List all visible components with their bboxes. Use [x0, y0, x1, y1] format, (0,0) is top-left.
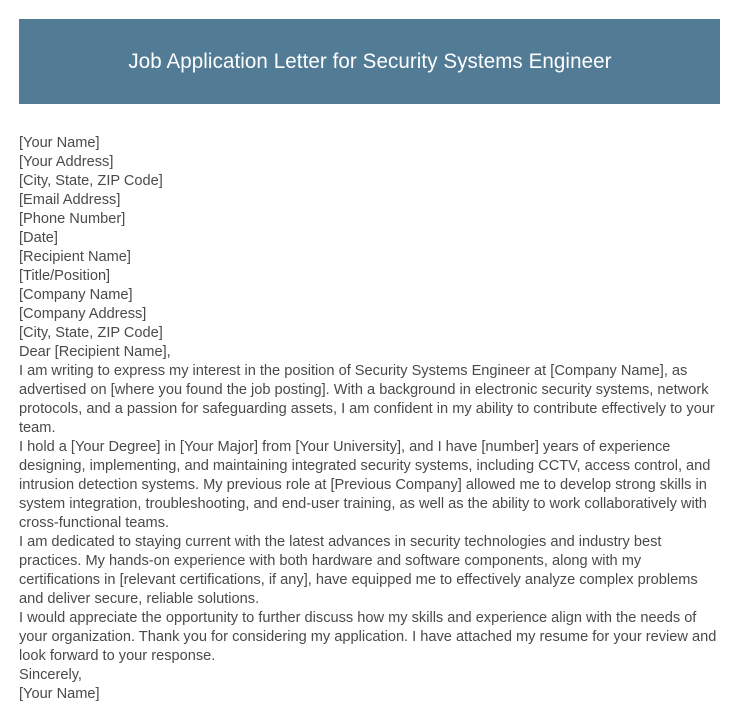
sender-phone-line: [Phone Number]	[19, 211, 126, 227]
recipient-name-line: [Recipient Name]	[19, 249, 131, 265]
letter-signature: [Your Name]	[19, 686, 100, 702]
recipient-company-address-line: [Company Address]	[19, 306, 147, 322]
sender-email-line: [Email Address]	[19, 192, 121, 208]
recipient-title-line: [Title/Position]	[19, 268, 111, 284]
sender-city-state-zip-line: [City, State, ZIP Code]	[19, 173, 163, 189]
recipient-address-block	[19, 248, 720, 343]
sender-address-block	[19, 134, 720, 229]
letter-paragraph-4: I would appreciate the opportunity to further discuss how my skills and experience align with the needs of your organization. Thank you for considering my application. I have attached my resume for your review and look forward to your response.	[19, 610, 717, 664]
letter-date-line: [Date]	[19, 230, 58, 246]
recipient-company-line: [Company Name]	[19, 287, 133, 303]
letter-closing: Sincerely,	[19, 667, 82, 683]
letter-header-banner	[19, 19, 720, 104]
page-title: Job Application Letter for Security Systems Engineer	[127, 49, 612, 73]
letter-body	[19, 134, 720, 704]
letter-salutation: Dear [Recipient Name],	[19, 344, 171, 360]
sender-address-line: [Your Address]	[19, 154, 114, 170]
letter-paragraph-1: I am writing to express my interest in the position of Security Systems Engineer at [Company Name], as advertised on [where you found the job posting]. With a background in electronic security systems, network protocols, and a passion for safeguarding assets, I am confident in my ability to contribute effectively to your team.	[19, 363, 715, 436]
letter-paragraph-3: I am dedicated to staying current with the latest advances in security technologies and industry best practices. My hands-on experience with both hardware and software components, along with my certifications in [relevant certifications, if any], have equipped me to effectively analyze complex problems and deliver secure, reliable solutions.	[19, 534, 698, 607]
letter-paragraph-2: I hold a [Your Degree] in [Your Major] from [Your University], and I have [number] years of experience designing, implementing, and maintaining integrated security systems, including CCTV, access control, and intrusion detection systems. My previous role at [Previous Company] allowed me to develop strong skills in system integration, troubleshooting, and end-user training, as well as the ability to work collaboratively with cross-functional teams.	[19, 439, 711, 531]
sender-name-line: [Your Name]	[19, 135, 100, 151]
recipient-city-state-zip-line: [City, State, ZIP Code]	[19, 325, 163, 341]
